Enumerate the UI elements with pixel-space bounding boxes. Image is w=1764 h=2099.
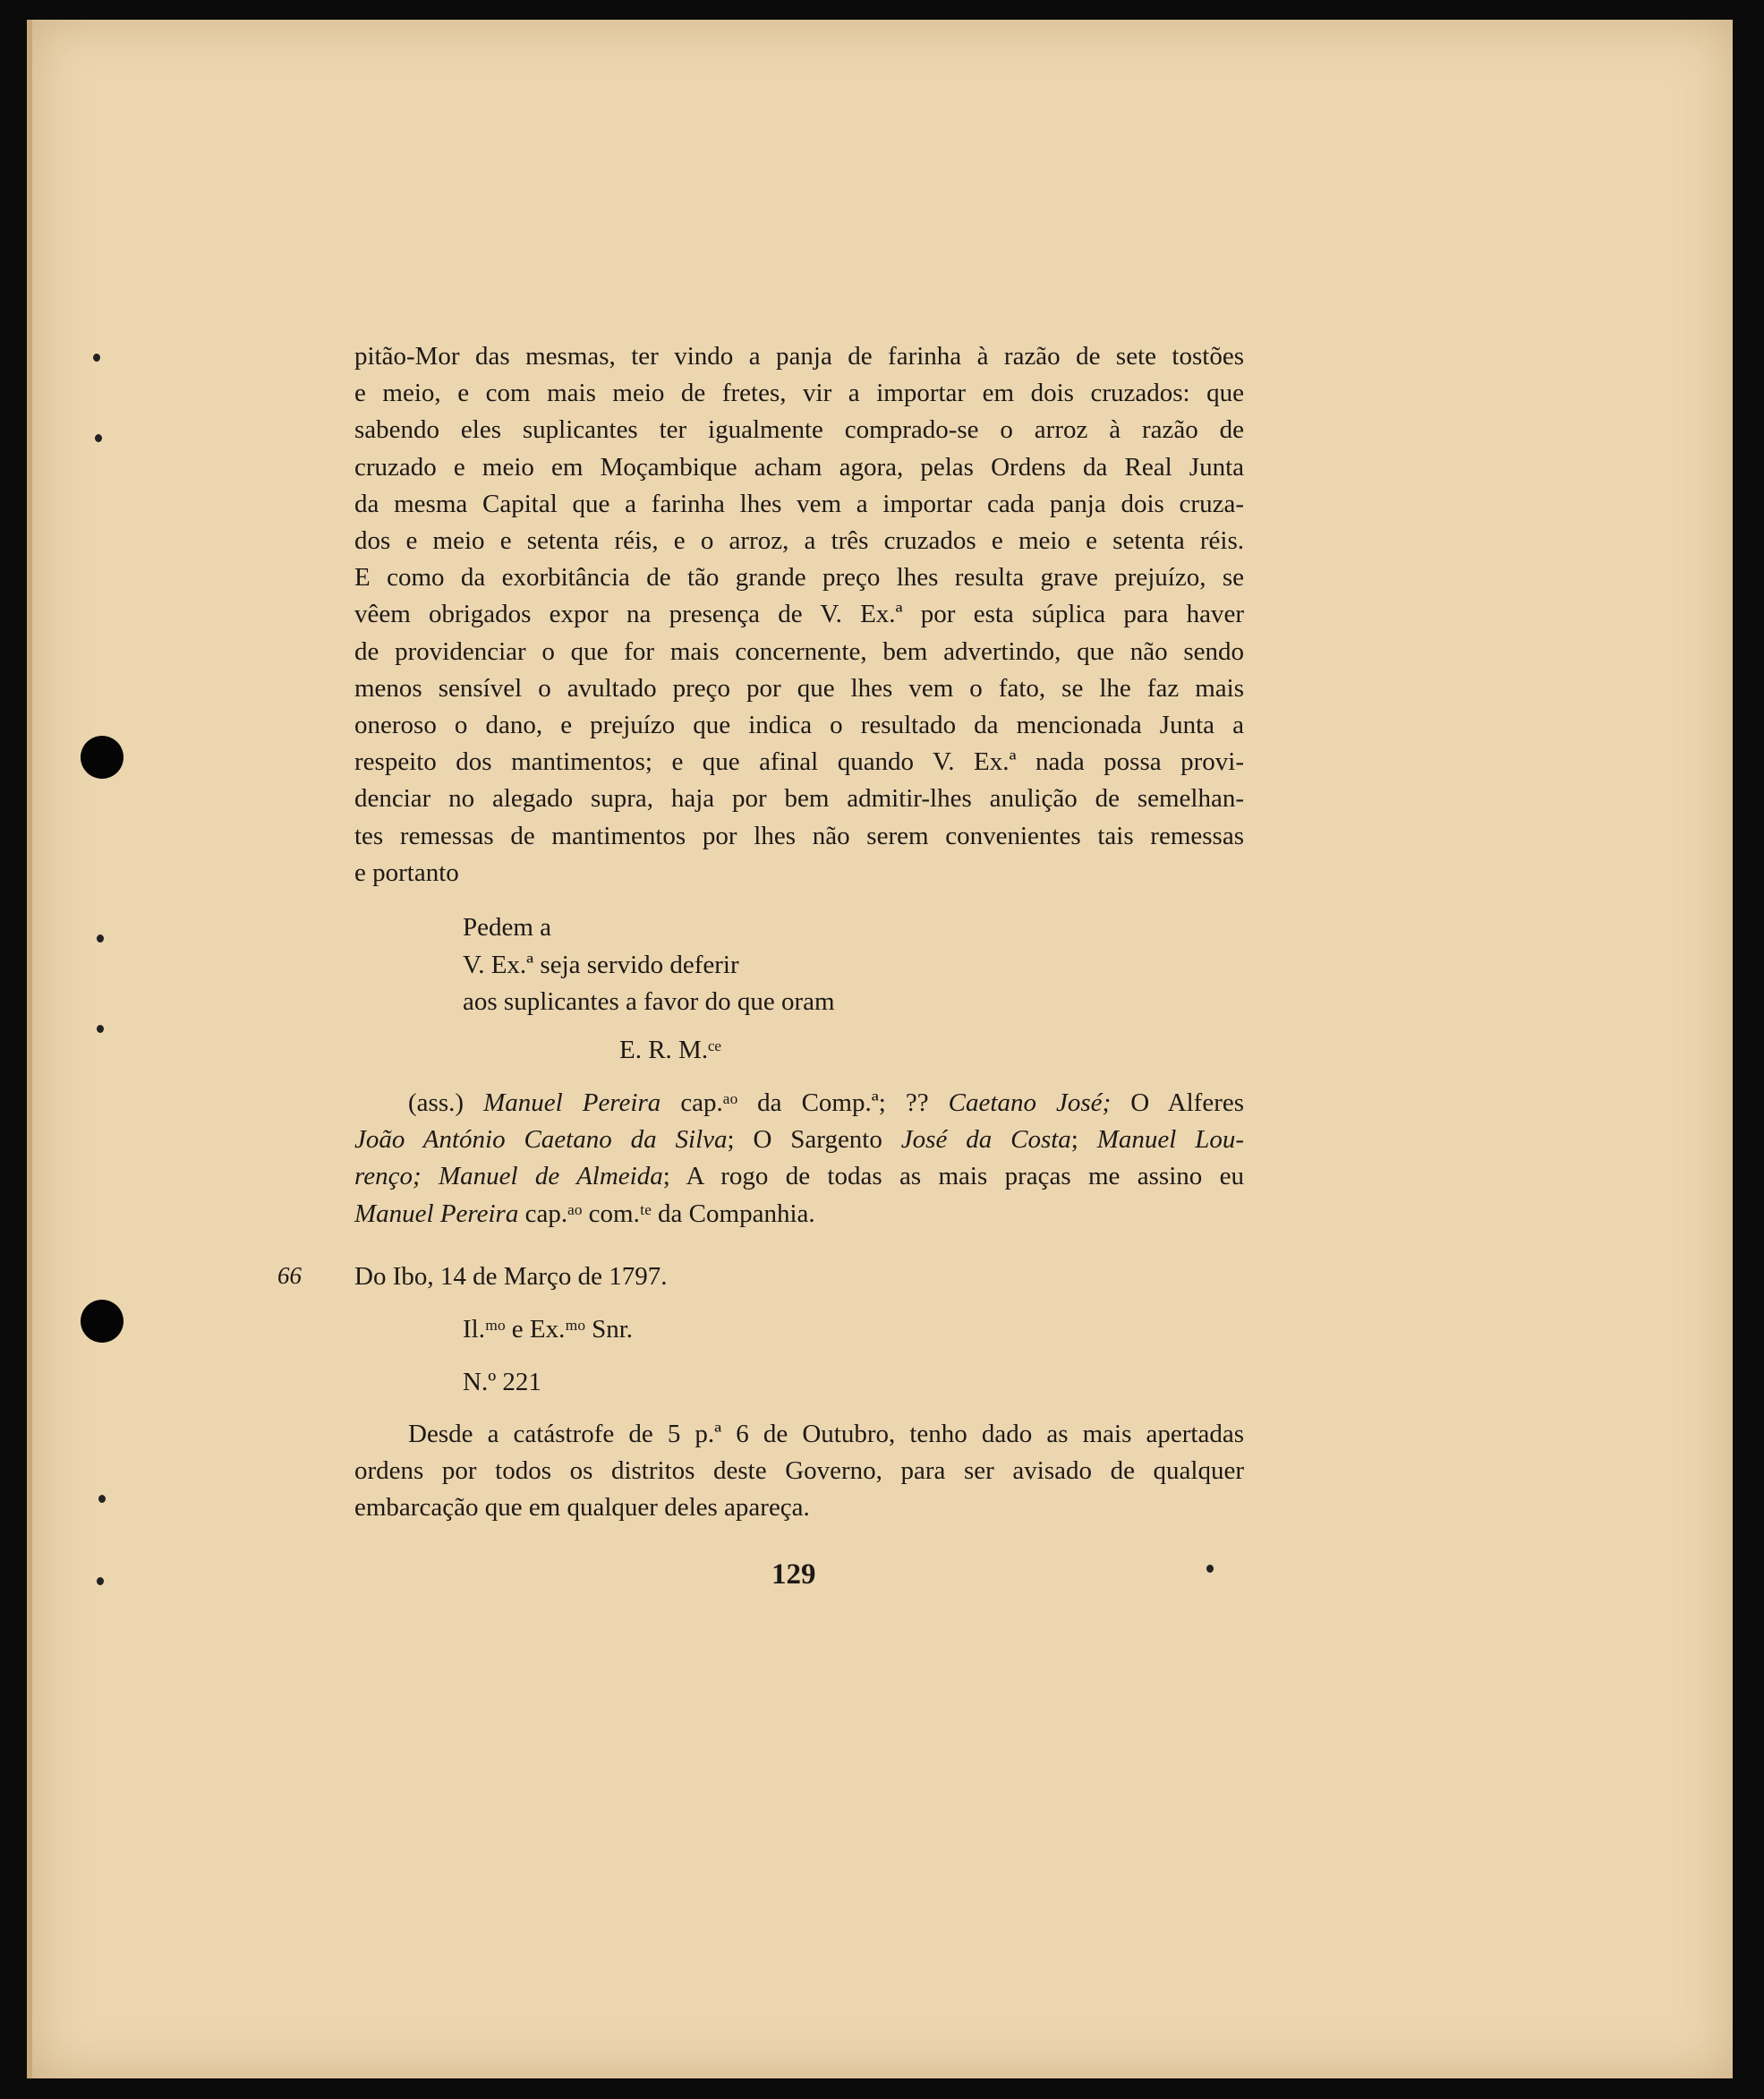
- text-line: vêem obrigados expor na presença de V. Ex.ª por esta súplica para haver: [354, 600, 1244, 629]
- signatory-name: Manuel Pereira: [483, 1088, 661, 1117]
- binding-hole: [81, 736, 124, 779]
- page-speck: [95, 434, 102, 442]
- signatory-name: João António Caetano da Silva: [354, 1125, 728, 1155]
- sig-prefix: (ass.): [408, 1088, 464, 1117]
- text-line: [354, 1416, 1244, 1453]
- page-speck: [98, 1495, 106, 1503]
- signatory-name: renço;: [354, 1162, 422, 1191]
- page-speck: [97, 1577, 104, 1585]
- dateline: Do Ibo, 14 de Março de 1797.: [354, 1262, 668, 1291]
- text-line: e portanto: [354, 858, 459, 887]
- signatory-name: Caetano José;: [948, 1088, 1112, 1117]
- salutation: Il.ᵐᵒ e Ex.ᵐᵒ Snr.: [463, 1315, 634, 1344]
- document-page: [27, 20, 1733, 2078]
- text-line: sabendo eles suplicantes ter igualmente comprado-se o arroz à razão de: [354, 415, 1244, 445]
- text-line: da mesma Capital que a farinha lhes vem a importar cada panja dois cruza-: [354, 489, 1244, 518]
- text-line: cruzado e meio em Moçambique acham agora, pelas Ordens da Real Junta: [354, 452, 1244, 482]
- signatory-name: Manuel de Almeida: [438, 1162, 663, 1191]
- sig-text: ; A rogo de todas as mais praças me assino eu: [662, 1162, 1244, 1191]
- page-speck: [1206, 1565, 1214, 1573]
- page-speck: [97, 1025, 104, 1033]
- text-line: dos e meio e setenta réis, e o arroz, a três cruzados e meio e setenta réis.: [354, 526, 1244, 556]
- text-line: embarcação que em qualquer deles apareça.: [354, 1493, 810, 1523]
- page-speck: [93, 354, 100, 362]
- text-line: [354, 1158, 1244, 1195]
- text-line: respeito dos mantimentos; e que afinal quando V. Ex.ª nada possa provi-: [354, 747, 1244, 777]
- signature-block: [354, 1085, 1244, 1233]
- text-line: menos sensível o avultado preço por que lhes vem o fato, se lhe faz mais: [354, 673, 1244, 703]
- text-line: ordens por todos os distritos deste Governo, para ser avisado de qualquer: [354, 1456, 1244, 1486]
- text-line: [354, 1085, 1244, 1122]
- sig-text: O Alferes: [1130, 1088, 1245, 1117]
- text-line: e meio, e com mais meio de fretes, vir a importar em dois cruzados: que: [354, 379, 1244, 408]
- text-line: denciar no alegado supra, haja por bem admitir-lhes anulição de semelhan-: [354, 784, 1244, 814]
- text-line: [354, 1122, 1244, 1158]
- document-number: 66: [277, 1262, 302, 1289]
- text-line: [354, 1196, 1244, 1233]
- page-number: 129: [771, 1558, 816, 1591]
- signatory-name: Manuel Pereira: [354, 1199, 519, 1228]
- petition-block: [463, 909, 835, 1021]
- signatory-name: José da Costa: [900, 1125, 1071, 1155]
- text-span: Desde a catástrofe de 5 p.ª 6 de Outubro, tenho dado as mais apertadas: [408, 1420, 1244, 1448]
- reference-number: N.º 221: [463, 1368, 541, 1396]
- text-line: de providenciar o que for mais concernente, bem advertindo, que não sendo: [354, 636, 1244, 666]
- paragraph-2: [354, 1416, 1244, 1527]
- paragraph-1: [354, 338, 1244, 892]
- sig-text: ; O Sargento: [727, 1125, 882, 1155]
- signatory-name: Manuel Lou-: [1096, 1125, 1245, 1155]
- sig-text: cap.ᵃᵒ da Comp.ª; ??: [680, 1088, 929, 1117]
- sig-text: ;: [1070, 1125, 1078, 1155]
- text-line: pitão-Mor das mesmas, ter vindo a panja de farinha à razão de sete tostões: [354, 342, 1244, 371]
- text-line: tes remessas de mantimentos por lhes não serem convenientes tais remessas: [354, 821, 1244, 850]
- petition-line: Pedem a: [463, 913, 552, 942]
- petition-line: aos suplicantes a favor do que oram: [463, 987, 835, 1016]
- text-line: oneroso o dano, e prejuízo que indica o resultado da mencionada Junta a: [354, 711, 1244, 740]
- erm-closing: E. R. M.ᶜᵉ: [619, 1036, 721, 1064]
- sig-text: cap.ᵃᵒ com.ᵗᵉ da Companhia.: [524, 1199, 815, 1228]
- petition-line: V. Ex.ª seja servido deferir: [463, 950, 739, 979]
- page-speck: [97, 934, 104, 943]
- binding-hole: [81, 1300, 124, 1343]
- text-line: E como da exorbitância de tão grande preço lhes resulta grave prejuízo, se: [354, 563, 1244, 593]
